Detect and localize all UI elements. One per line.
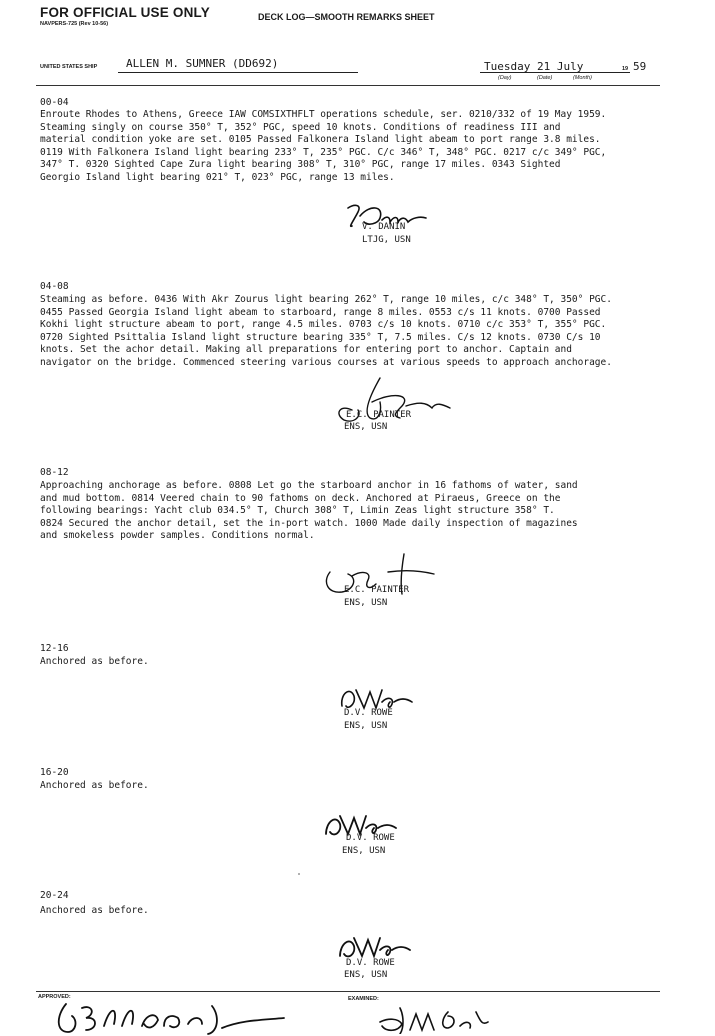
year-prefix: 19 xyxy=(622,66,629,72)
remark-line: 0824 Secured the anchor detail, set the in-port watch. 1000 Made daily inspection of magazines xyxy=(40,517,578,529)
watch-heading-16-20: 16-20 xyxy=(40,767,69,778)
official-use-banner: FOR OFFICIAL USE ONLY xyxy=(40,5,210,20)
watch-heading-04-08: 04-08 xyxy=(40,281,69,292)
signature-rank: ENS, USN xyxy=(344,422,388,432)
remark-line: Approaching anchorage as before. 0808 Let go the starboard anchor in 16 fathoms of water, sand xyxy=(40,480,578,491)
watch-heading-08-12: 08-12 xyxy=(40,467,69,478)
date-underline xyxy=(480,72,630,73)
watch-remarks-08-12 xyxy=(40,480,660,543)
ship-name-underline xyxy=(118,72,358,73)
signature-rank: ENS, USN xyxy=(344,970,388,980)
watch-heading-12-16: 12-16 xyxy=(40,643,69,654)
remark-line: following bearings: Yacht club 034.5° T, Church 308° T, Limin Zeas light structure 358° T. xyxy=(40,505,555,517)
remark-line: navigator on the bridge. Commenced steering various courses at various speeds to approach anchorage. xyxy=(40,356,612,368)
form-number: NAVPERS-725 (Rev 10-56) xyxy=(40,21,109,27)
signature-rank: ENS, USN xyxy=(344,721,388,731)
ship-name: ALLEN M. SUMNER (DD692) xyxy=(126,57,279,70)
remark-line: knots. Set the achor detail. Making all preparations for entering port to anchor. Captain and xyxy=(40,344,572,356)
remark-line: 0720 Sighted Psittalia Island light structure bearing 335° T, 7.5 miles. C/s 12 knots. 0730 C/s 10 xyxy=(40,331,601,343)
watch-remarks-04-08 xyxy=(40,294,660,370)
month-caption: (Month) xyxy=(573,75,592,81)
signature-rank: ENS, USN xyxy=(344,598,388,608)
day-caption: (Day) xyxy=(498,75,512,81)
page-title: DECK LOG—SMOOTH REMARKS SHEET xyxy=(258,12,435,22)
signature-name: D.V. ROWE xyxy=(344,708,393,718)
watch-remarks-20-24 xyxy=(40,905,660,918)
remark-line: 0119 With Falkonera Island light bearing 233° T, 235° PGC. C/c 346° T, 348° PGC. 0217 c/c 349° PGC, xyxy=(40,146,607,158)
signature-name: D.V. ROWE xyxy=(346,833,395,843)
date-caption: (Date) xyxy=(537,75,553,81)
ship-label: UNITED STATES SHIP xyxy=(40,64,98,70)
remark-line: Steaming as before. 0436 With Akr Zourus light bearing 262° T, range 10 miles, c/c 348° T, 350° PGC. xyxy=(40,294,612,305)
remark-line: and smokeless powder samples. Conditions normal. xyxy=(40,530,315,542)
remark-line: Kokhi light structure abeam to port, range 4.5 miles. 0703 c/s 10 knots. 0710 c/c 353° T, 355° PGC. xyxy=(40,319,607,331)
approved-label: APPROVED: xyxy=(38,994,71,1000)
signature-name: D.V. ROWE xyxy=(346,958,395,968)
signature-scribble xyxy=(336,928,414,962)
watch-remarks-16-20 xyxy=(40,780,660,793)
log-date: Tuesday 21 July xyxy=(484,60,584,73)
remark-line: Steaming singly on course 350° T, 352° PGC, speed 10 knots. Conditions of readiness III and xyxy=(40,121,561,133)
signature-rank: ENS, USN xyxy=(342,846,386,856)
remark-line: and mud bottom. 0814 Veered chain to 90 fathoms on deck. Anchored at Piraeus, Greece on the xyxy=(40,492,561,504)
header-rule xyxy=(36,85,660,86)
watch-heading-20-24: 20-24 xyxy=(40,890,69,901)
remark-line: Anchored as before. xyxy=(40,656,149,667)
remark-line: Anchored as before. xyxy=(40,780,149,791)
remark-line: Anchored as before. xyxy=(40,905,149,916)
watch-remarks-12-16 xyxy=(40,656,660,669)
log-year: 59 xyxy=(633,60,647,73)
remark-line: 347° T. 0320 Sighted Cape Zura light bearing 308° T, 310° PGC, range 17 miles. 0343 Sighted xyxy=(40,159,561,171)
watch-heading-00-04: 00-04 xyxy=(40,97,69,108)
signature-name: E.C. PAINTER xyxy=(344,585,410,595)
signature-name: V. DANIN xyxy=(362,222,406,232)
approved-signature xyxy=(52,996,292,1036)
remark-line: 0455 Passed Georgia Island light abeam to starboard, range 8 miles. 0553 c/s 11 knots. 0700 Passed xyxy=(40,306,601,318)
watch-remarks-00-04 xyxy=(40,109,660,185)
examined-signature xyxy=(372,1002,492,1034)
remark-line: Enroute Rhodes to Athens, Greece IAW COMSIXTHFLT operations schedule, ser. 0210/332 of 19 May 1959. xyxy=(40,109,607,120)
signature-name: E.C. PAINTER xyxy=(346,410,412,420)
remark-line: material condition yoke are set. 0105 Passed Falkonera Island light abeam to port range 3.8 miles. xyxy=(40,134,601,146)
examined-label: EXAMINED: xyxy=(348,996,379,1002)
paper-speck xyxy=(298,873,300,875)
footer-rule xyxy=(36,991,660,992)
signature-rank: LTJG, USN xyxy=(362,235,411,245)
signature-scribble xyxy=(322,372,458,430)
remark-line: Georgio Island light bearing 021° T, 023° PGC, range 13 miles. xyxy=(40,171,395,183)
